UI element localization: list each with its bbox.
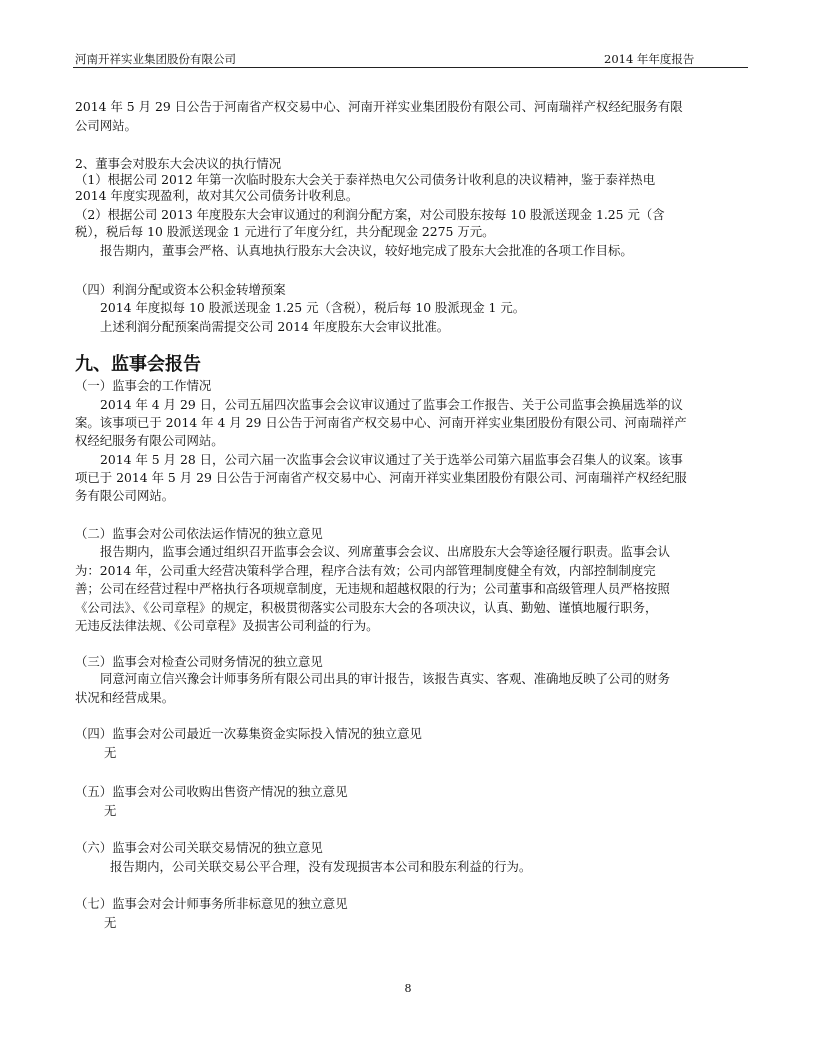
text-line: 公司网站。 (75, 118, 137, 133)
text-line: 案。该事项已于 2014 年 4 月 29 日公告于河南省产权交易中心、河南开祥实业集团股份有限公司、河南瑞祥产 (75, 415, 687, 430)
subsection-heading: （七）监事会对会计师事务所非标意见的独立意见 (75, 896, 348, 911)
text-line: （2）根据公司 2013 年度股东大会审议通过的利润分配方案，对公司股东按每 10 股派送现金 1.25 元（含 (75, 207, 665, 222)
page-number: 8 (404, 982, 412, 995)
text-line: 无违反法律法规、《公司章程》及损害公司利益的行为。 (75, 618, 379, 633)
page-header-report-title: 2014 年年度报告 (604, 52, 695, 66)
text-line: 2014 年度拟每 10 股派送现金 1.25 元（含税），税后每 10 股派现金 1 元。 (100, 300, 526, 315)
text-line: 务有限公司网站。 (75, 488, 175, 503)
subsection-heading: （六）监事会对公司关联交易情况的独立意见 (75, 840, 323, 855)
text-line: 报告期内，监事会通过组织召开监事会会议、列席董事会会议、出席股东大会等途径履行职责。监事会认 (100, 544, 670, 559)
section-title: 九、监事会报告 (75, 354, 201, 375)
text-line: 无 (104, 803, 117, 818)
subsection-heading: （一）监事会的工作情况 (75, 378, 212, 393)
text-line: 报告期内，公司关联交易公平合理，没有发现损害本公司和股东利益的行为。 (110, 859, 532, 874)
text-line: 2014 年 5 月 28 日，公司六届一次监事会会议审议通过了关于选举公司第六届监事会召集人的议案。该事 (100, 452, 683, 467)
text-line: 2014 年度实现盈利，故对其欠公司债务计收利息。 (75, 188, 359, 203)
text-line: 2014 年 5 月 29 日公告于河南省产权交易中心、河南开祥实业集团股份有限公司、河南瑞祥产权经纪服务有限 (75, 99, 683, 114)
text-line: 权经纪服务有限公司网站。 (75, 433, 224, 448)
text-line: 为：2014 年，公司重大经营决策科学合理，程序合法有效；公司内部管理制度健全有效，内部控制制度完 (75, 563, 656, 578)
header-divider (73, 67, 748, 68)
subsection-heading: （四）监事会对公司最近一次募集资金实际投入情况的独立意见 (75, 726, 422, 741)
text-line: 无 (104, 915, 117, 930)
subsection-heading: 2、董事会对股东大会决议的执行情况 (75, 156, 282, 171)
text-line: 税），税后每 10 股派送现金 1 元进行了年度分红，共分配现金 2275 万元。 (75, 224, 495, 239)
text-line: 同意河南立信兴豫会计师事务所有限公司出具的审计报告，该报告真实、客观、准确地反映了公司的财务 (100, 671, 670, 686)
text-line: 善；公司在经营过程中严格执行各项规章制度，无违规和超越权限的行为；公司董事和高级管理人员严格按照 (75, 581, 670, 596)
subsection-heading: （三）监事会对检查公司财务情况的独立意见 (75, 654, 323, 669)
text-line: （1）根据公司 2012 年第一次临时股东大会关于泰祥热电欠公司债务计收利息的决议精神，鉴于泰祥热电 (75, 172, 656, 187)
subsection-heading: （四）利润分配或资本公积金转增预案 (75, 282, 286, 297)
text-line: 状况和经营成果。 (75, 690, 175, 705)
text-line: 无 (104, 745, 117, 760)
page-header-company: 河南开祥实业集团股份有限公司 (75, 52, 236, 66)
subsection-heading: （二）监事会对公司依法运作情况的独立意见 (75, 526, 323, 541)
text-line: 2014 年 4 月 29 日，公司五届四次监事会会议审议通过了监事会工作报告、关于公司监事会换届选举的议 (100, 397, 683, 412)
subsection-heading: （五）监事会对公司收购出售资产情况的独立意见 (75, 784, 348, 799)
text-line: 报告期内，董事会严格、认真地执行股东大会决议，较好地完成了股东大会批准的各项工作目标。 (100, 243, 633, 258)
text-line: 上述利润分配预案尚需提交公司 2014 年度股东大会审议批准。 (100, 319, 450, 334)
text-line: 《公司法》、《公司章程》的规定，积极贯彻落实公司股东大会的各项决议，认真、勤勉、谨慎地履行职务， (75, 600, 658, 615)
text-line: 项已于 2014 年 5 月 29 日公告于河南省产权交易中心、河南开祥实业集团股份有限公司、河南瑞祥产权经纪服 (75, 470, 687, 485)
